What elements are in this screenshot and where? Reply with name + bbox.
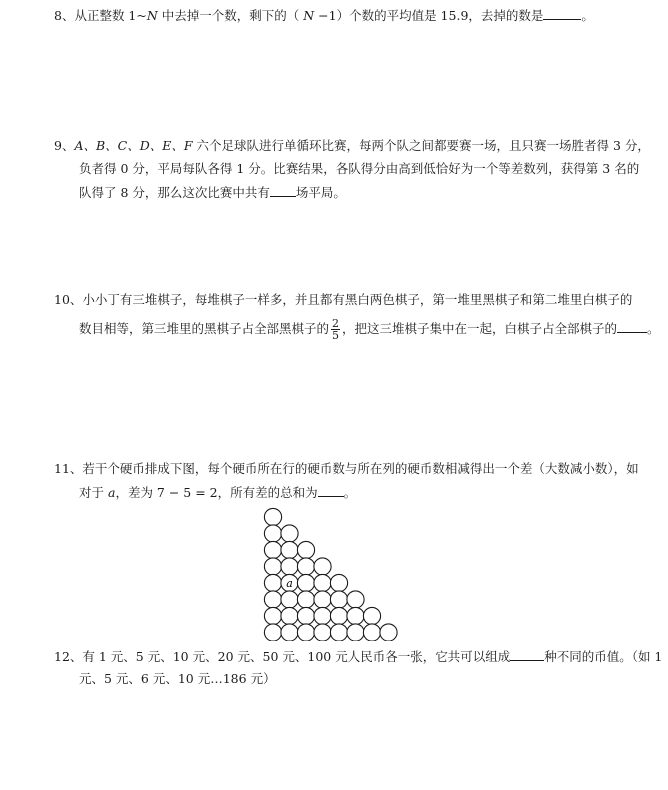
coin [330, 574, 347, 591]
question-11-line-1 [54, 460, 639, 478]
q8-mid: 中去掉一个数，剩下的（ [157, 8, 304, 23]
coin [330, 591, 347, 608]
q10-answer-blank[interactable] [617, 319, 647, 333]
q11-line2-a: 对于 [79, 485, 108, 500]
q12-answer-blank[interactable] [510, 647, 544, 661]
question-9-line-1 [54, 137, 650, 155]
q11-line1: 11、若干个硬币排成下图，每个硬币所在行的硬币数与所在列的硬币数相减得出一个差（大数减小数），如 [54, 461, 639, 476]
question-9-line-2 [79, 160, 639, 178]
q8-end: 。 [581, 8, 594, 23]
coin [281, 525, 298, 542]
question-12-line-1 [54, 647, 662, 666]
q9-line1-rest: 六个足球队进行单循环比赛，每两个队之间都要赛一场，且只赛一场胜者得 3 分， [192, 138, 650, 153]
q10-frac-num: 2 [332, 317, 340, 330]
coin [281, 558, 298, 575]
question-11-line-2 [79, 483, 356, 502]
coin [314, 558, 331, 575]
coin [314, 574, 331, 591]
q10-line2-b: ，把这三堆棋子集中在一起，白棋子占全部棋子的 [342, 321, 618, 336]
coin [347, 591, 364, 608]
q8-var-n: N [146, 8, 158, 23]
coin [330, 607, 347, 624]
coin [314, 591, 331, 608]
coin [297, 574, 314, 591]
q9-line3-b: 场平局。 [295, 185, 346, 200]
q8-mid2: −1）个数的平均值是 15.9，去掉的数是 [314, 8, 544, 23]
coin [297, 558, 314, 575]
coin [264, 558, 281, 575]
q11-line2-b: ，差为 7 − 5 = 2，所有差的总和为 [115, 485, 318, 500]
q9-answer-blank[interactable] [270, 183, 296, 197]
coin [380, 624, 397, 641]
coin-triangle-figure [262, 506, 402, 641]
coin [297, 591, 314, 608]
coin [281, 624, 298, 641]
q10-line1: 10、小小丁有三堆棋子，每堆棋子一样多，并且都有黑白两色棋子，第一堆里黑棋子和第二堆里白棋子的 [54, 292, 633, 307]
coin [264, 607, 281, 624]
q9-line2: 负者得 0 分，平局每队各得 1 分。比赛结果，各队得分由高到低恰好为一个等差数列，获得第 3 名的 [79, 161, 640, 176]
coin [264, 541, 281, 558]
coin [363, 607, 380, 624]
coin [264, 574, 281, 591]
q12-line1-a: 12、有 1 元、5 元、10 元、20 元、50 元、100 元人民币各一张，它共可以组成 [54, 649, 511, 664]
q9-line3-a: 队得了 8 分，那么这次比赛中共有 [79, 185, 270, 200]
q10-fraction [331, 318, 340, 341]
coin [314, 624, 331, 641]
q11-line2-end: 。 [343, 485, 357, 500]
coin [347, 624, 364, 641]
q8-lead: 8、从正整数 1~ [54, 8, 147, 23]
q8-var-n2: N [303, 8, 315, 23]
question-10-line-2 [79, 318, 660, 341]
q12-line2: 元、5 元、6 元、10 元…186 元） [79, 671, 276, 686]
coin [330, 624, 347, 641]
question-9-line-3 [79, 183, 346, 202]
coin [281, 591, 298, 608]
coin [281, 607, 298, 624]
q11-answer-blank[interactable] [318, 483, 344, 497]
coin [347, 607, 364, 624]
coin [264, 624, 281, 641]
coin [297, 607, 314, 624]
coin [281, 541, 298, 558]
coin-label-a: a [286, 577, 293, 590]
q11-var-a: a [107, 485, 116, 500]
coin [363, 624, 380, 641]
q10-frac-den: 5 [332, 329, 340, 342]
coin [264, 591, 281, 608]
q9-lead: 9、 [54, 138, 75, 153]
q9-teams: A、B、C、D、E、F [74, 138, 193, 153]
q8-answer-blank[interactable] [543, 6, 581, 20]
question-8 [54, 6, 594, 25]
question-12-line-2 [79, 670, 276, 688]
coin [314, 607, 331, 624]
q10-line2-end: 。 [647, 321, 660, 336]
coin [297, 624, 314, 641]
q10-line2-a: 数目相等，第三堆里的黑棋子占全部黑棋子的 [79, 321, 330, 336]
coin [264, 508, 281, 525]
question-10-line-1 [54, 291, 632, 309]
q12-line1-b: 种不同的币值。（如 1 [544, 649, 663, 664]
coin [264, 525, 281, 542]
coin [297, 541, 314, 558]
